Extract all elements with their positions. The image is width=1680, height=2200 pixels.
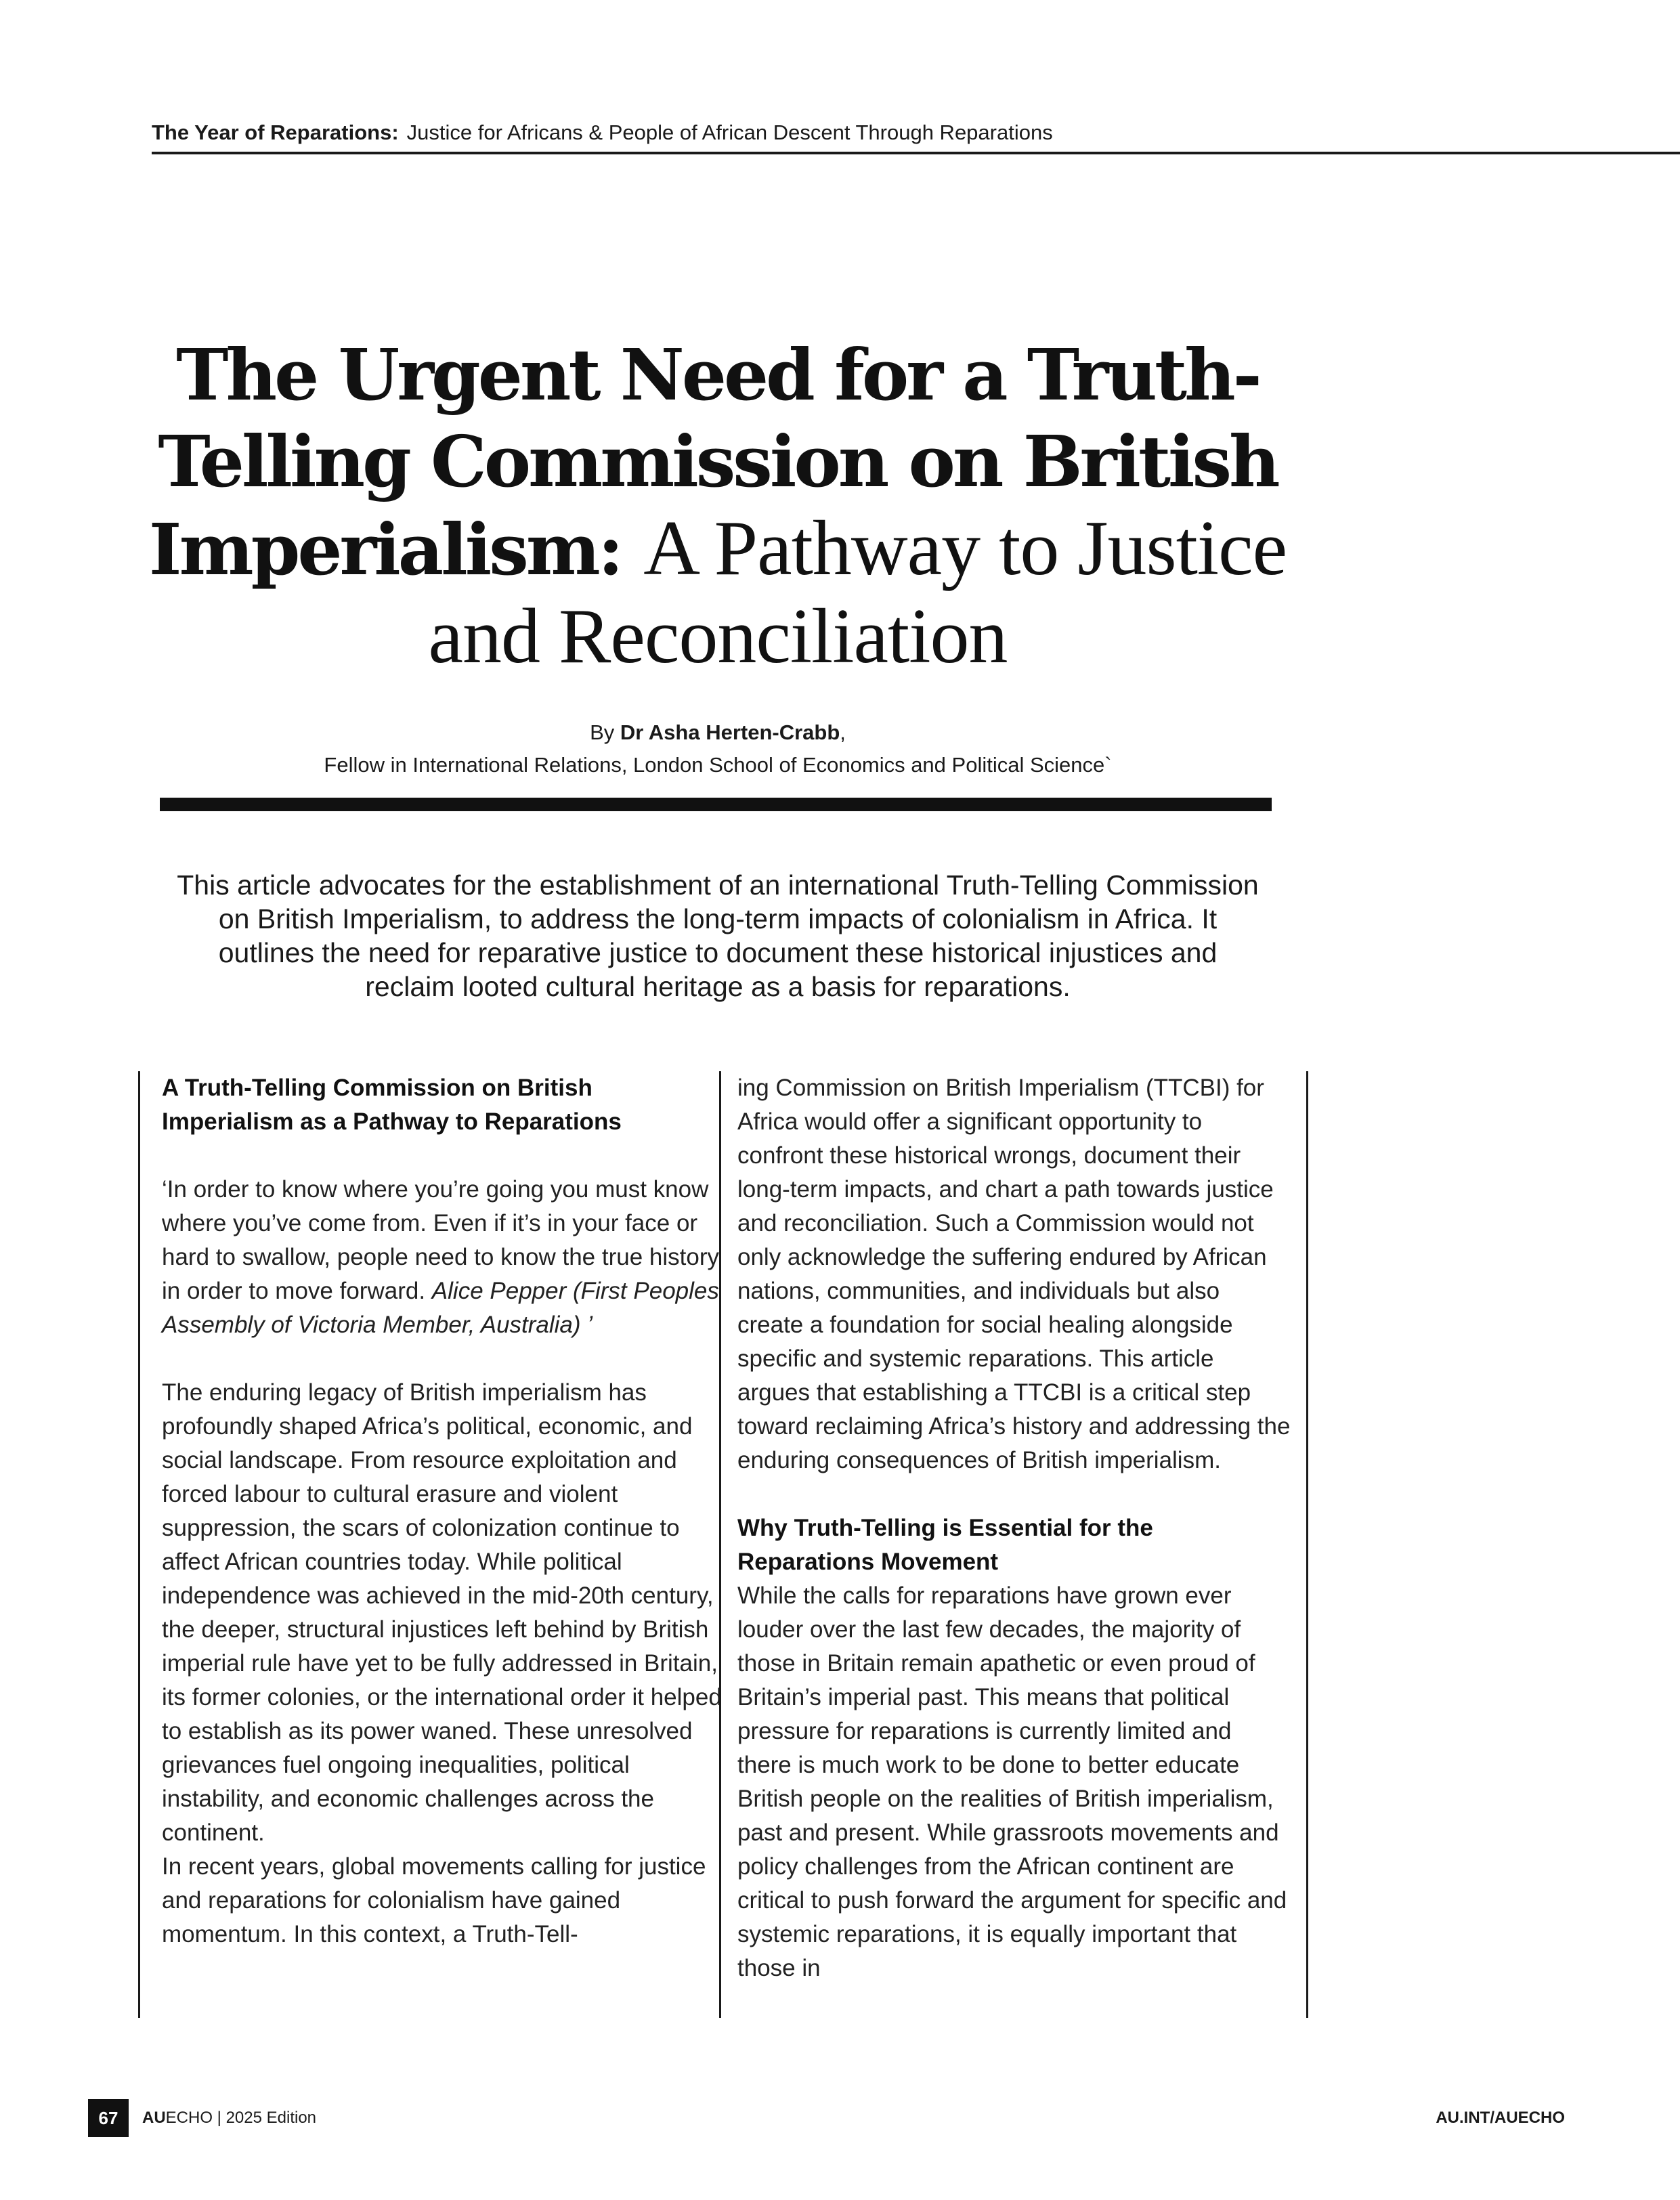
byline [135, 716, 1300, 781]
series-subtitle: Justice for Africans & People of African Descent Through Reparations [406, 121, 1053, 144]
article-title-bold: The Urgent Need for a Truth-Telling Commission on British Imperialism: [148, 333, 1278, 591]
article-title-light: A Pathway to Justice and Reconciliation [428, 505, 1287, 680]
body-paragraph: In recent years, global movements calling for justice and reparations for colonialism have gained momentum. In this context, a Truth-Tell- [162, 1853, 706, 1947]
epigraph-source: Alice Pepper (First Peoples Assembly of Victoria Member, Australia) ’ [162, 1278, 719, 1338]
author-name: Dr Asha Herten-Crabb [620, 720, 840, 744]
epigraph-text: ‘In order to know where you’re going you must know where you’ve come from. Even if it’s in your face or hard to swallow, people need to know the true history in order to move forward. [162, 1176, 719, 1304]
left-column [138, 1071, 724, 2018]
right-column [719, 1071, 1308, 2018]
article-abstract: This article advocates for the establishment of an international Truth-Telling Commission on British Imperialism, to address the long-term impacts of colonialism in Africa. It outlines the need for reparative justice to document these historical injustices and reclaim looted cultural heritage as a basis for reparations. [177, 869, 1259, 1002]
author-affiliation: Fellow in International Relations, London School of Economics and Political Science` [324, 753, 1112, 777]
section-heading-pathway: A Truth-Telling Commission on British Imperialism as a Pathway to Reparations [162, 1075, 622, 1135]
title-divider [160, 798, 1272, 811]
footer-publication [142, 2099, 316, 2137]
footer-brand-rest: ECHO | 2025 Edition [165, 2109, 317, 2127]
epigraph-quote [162, 1173, 724, 1342]
article-title [135, 332, 1300, 681]
byline-prefix: By [590, 720, 615, 744]
author-suffix: , [840, 720, 846, 744]
page-number: 67 [88, 2099, 129, 2137]
footer-brand-bold: AU [142, 2109, 166, 2127]
series-title: The Year of Reparations: [152, 121, 399, 144]
body-paragraph: ing Commission on British Imperialism (TTCBI) for Africa would offer a significant opportunity to confront these historical wrongs, document their long-term impacts, and chart a path towards justice and reconciliation. Such a Commission would not only acknowledge the suffering endured by African nations, communities, and individuals but also create a foundation for social healing alongside specific and systemic reparations. This article argues that establishing a TTCBI is a critical step toward reclaiming Africa’s history and addressing the enduring consequences of British imperialism. [737, 1075, 1291, 1473]
body-paragraph: While the calls for reparations have grown ever louder over the last few decades, the majority of those in Britain remain apathetic or even proud of Britain’s imperial past. This means that political pressure for reparations is currently limited and there is much work to be done to better educate British people on the realities of British imperialism, past and present. While grassroots movements and policy challenges from the African continent are critical to push forward the argument for specific and systemic reparations, it is equally important that those in [737, 1582, 1287, 1981]
section-heading-truth-telling: Why Truth-Telling is Essential for the Reparations Movement [737, 1515, 1153, 1575]
body-paragraph: The enduring legacy of British imperialism has profoundly shaped Africa’s political, economic, and social landscape. From resource exploitation and forced labour to cultural erasure and violent suppression, the scars of colonization continue to affect African countries today. While political independence was achieved in the mid-20th century, the deeper, structural injustices left behind by British imperial rule have yet to be fully addressed in Britain, its former colonies, or the international order it helped to establish as its power waned. These unresolved grievances fuel ongoing inequalities, political instability, and economic challenges across the continent. [162, 1379, 722, 1846]
running-header [152, 119, 1680, 154]
footer-url[interactable]: AU.INT/AUECHO [1436, 2109, 1565, 2127]
